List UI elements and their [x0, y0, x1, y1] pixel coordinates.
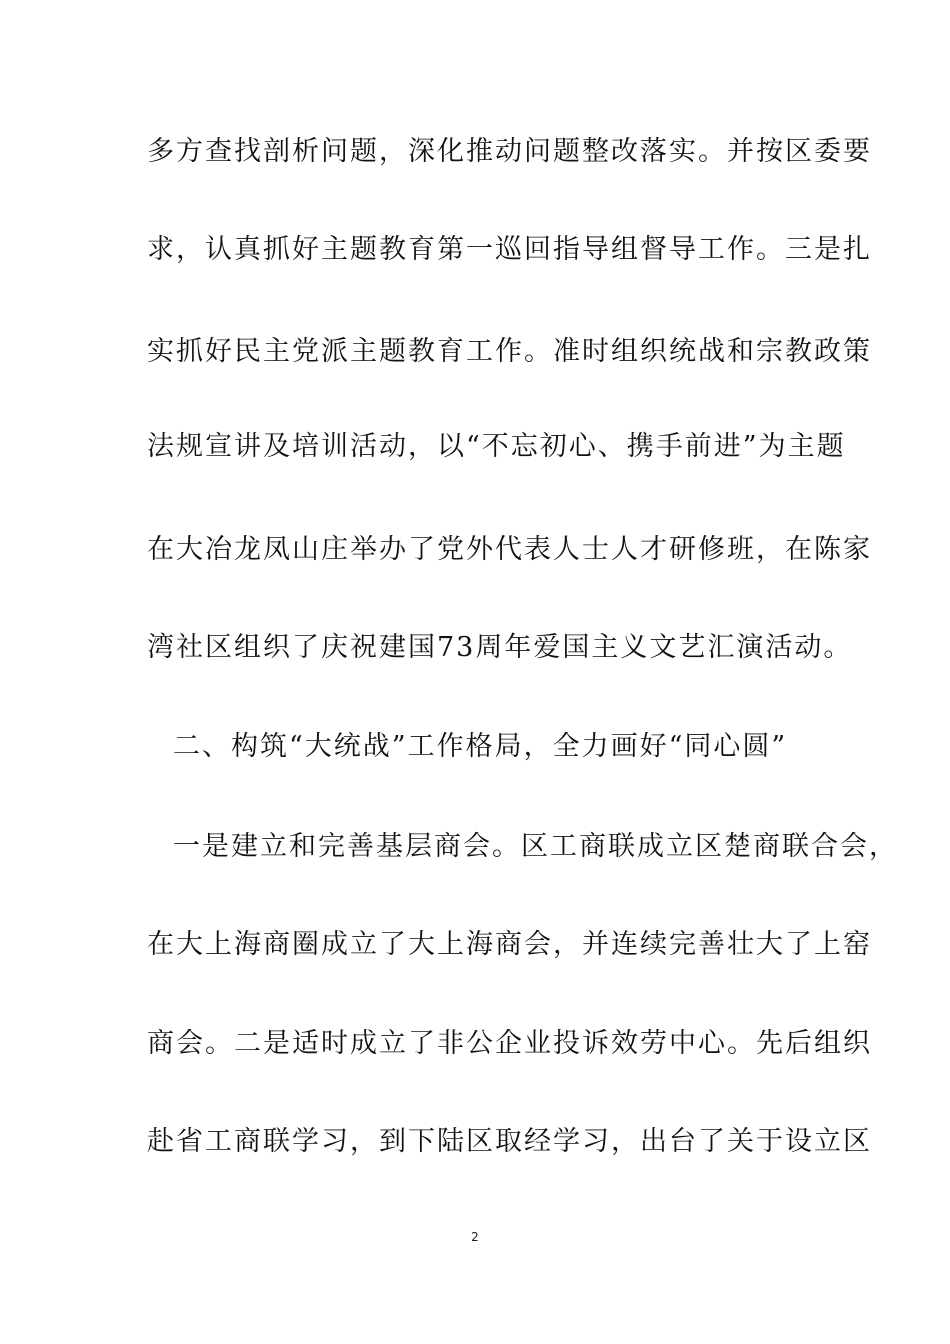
body-text-line: 在大冶龙凤山庄举办了党外代表人士人才研修班，在陈家 [147, 534, 872, 565]
body-text-line: 一是建立和完善基层商会。区工商联成立区楚商联合会， [173, 831, 898, 862]
body-text-line: 法规宣讲及培训活动，以“不忘初心、携手前进”为主题 [147, 431, 846, 462]
body-text-line: 赴省工商联学习，到下陆区取经学习，出台了关于设立区 [147, 1126, 872, 1157]
body-text-line: 在大上海商圈成立了大上海商会，并连续完善壮大了上窑 [147, 929, 872, 960]
body-text-line: 实抓好民主党派主题教育工作。准时组织统战和宗教政策 [147, 336, 872, 367]
page-number: 2 [471, 1230, 479, 1244]
body-text-line: 商会。二是适时成立了非公企业投诉效劳中心。先后组织 [147, 1028, 872, 1059]
body-text-line: 湾社区组织了庆祝建国73周年爱国主义文艺汇演活动。 [147, 632, 853, 663]
section-heading: 二、构筑“大统战”工作格局，全力画好“同心圆” [173, 731, 788, 762]
body-text-line: 求，认真抓好主题教育第一巡回指导组督导工作。三是扎 [147, 234, 872, 265]
body-text-line: 多方查找剖析问题，深化推动问题整改落实。并按区委要 [147, 136, 872, 167]
